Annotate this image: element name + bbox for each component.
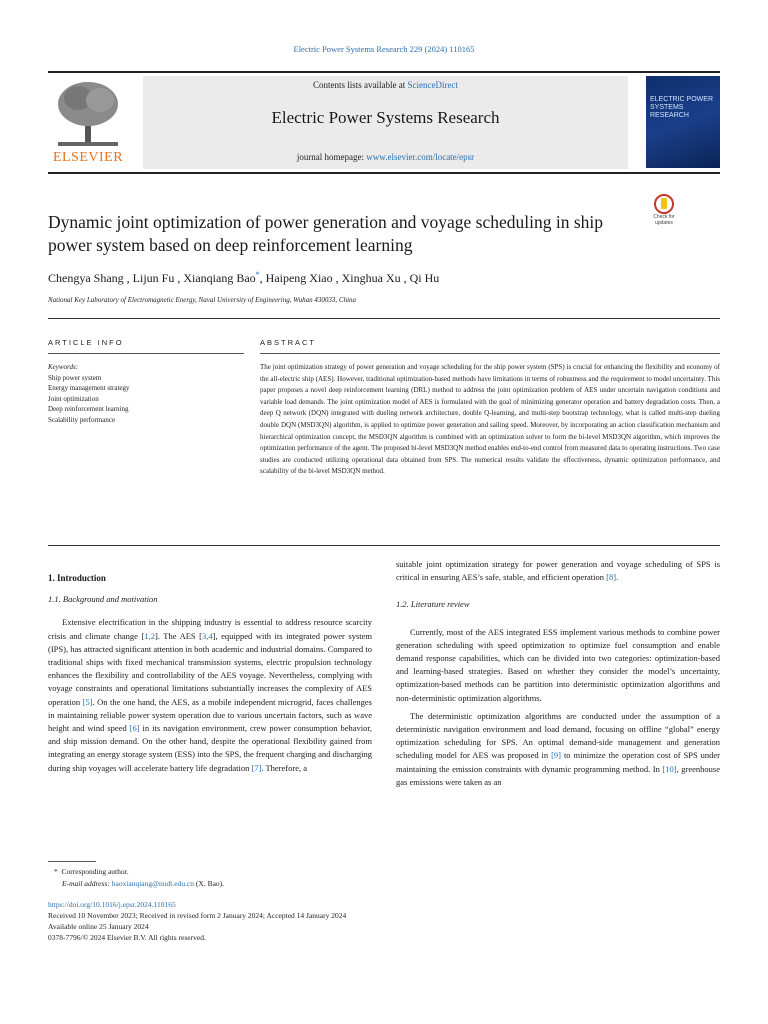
subsection-heading: 1.1. Background and motivation [48,594,158,605]
author-list [48,270,439,286]
journal-cover-image[interactable] [646,76,720,168]
keywords-label: Keywords: [48,363,79,371]
homepage-prefix: journal homepage: [296,152,367,162]
subsection-heading: 1.2. Literature review [396,599,470,610]
homepage-link[interactable]: www.elsevier.com/locate/epsr [366,152,475,162]
body-paragraph: suitable joint optimization strategy for power generation and voyage scheduling of SPS is critical in ensuring AES’s safe, stable, and efficient operation [8]. [396,559,720,583]
divider [48,545,720,546]
header-rule-top [48,71,720,73]
journal-homepage [143,152,628,162]
header-rule-bottom [48,172,720,174]
section-heading: 1. Introduction [48,573,106,583]
keyword-item: Joint optimization [48,394,99,403]
keyword-item: Energy management strategy [48,384,130,392]
footnote-rule [48,861,96,862]
authors-first: Chengya Shang , Lijun Fu , Xianqiang Bao [48,271,256,285]
journal-reference[interactable]: Electric Power Systems Research 229 (2024) 110165 [293,44,475,54]
copyright: 0378-7796/© 2024 Elsevier B.V. All rights reserved. [48,933,206,942]
divider [260,353,720,354]
body-paragraph: Currently, most of the AES integrated ESS implement various methods to combine power generation scheduling with speed optimization to optimize fuel consumption and enable demand response capabilities, which can be divided into two categories: optimization-based and learning-based strategies. Based on whether they consider the model’s uncertainty, optimization-based methods can be partition into deterministic optimization algorithms and non-deterministic optimization algorithms. [396,626,720,703]
keyword-item: Deep reinforcement learning [48,405,129,413]
keyword-item: Ship power system [48,373,102,382]
contents-line [143,80,628,90]
check-updates-label[interactable]: Check for updates [653,214,675,226]
body-paragraph: The deterministic optimization algorithms are conducted under the assumption of a deterministic navigation environment and load demand, focusing on offline “global” energy optimization scheduling for SPS. An optimal demand-side management and generation scheduling model for AES was proposed in [9] to minimize the operation cost of SPS under maintaining the emission constraints with dynamic programming method. In [10], greenhouse gas emissions were taken as an [396,710,720,787]
citation-link[interactable]: [7] [251,762,262,773]
citation-link[interactable]: [5] [82,696,93,707]
elsevier-wordmark: ELSEVIER [52,150,124,165]
corresponding-author-mark[interactable]: * [255,270,260,279]
citation-link[interactable]: 1,2 [144,630,155,641]
citation-link[interactable]: [6] [129,723,140,734]
journal-title: Electric Power Systems Research [271,108,500,127]
affiliation: National Key Laboratory of Electromagnetic Energy, Naval University of Engineering, Wuhan 430033, China [48,296,357,304]
sciencedirect-link[interactable]: ScienceDirect [407,80,458,90]
publication-info [48,899,346,943]
divider [48,318,720,319]
journal-cover-title: ELECTRIC POWER SYSTEMS RESEARCH [650,96,714,119]
keyword-item: Scalability performance [48,415,116,424]
available-online: Available online 25 January 2024 [48,922,149,931]
contents-prefix: Contents lists available at [313,80,408,90]
footnote [48,866,224,890]
citation-link[interactable]: [8] [606,572,617,583]
authors-rest: , Haipeng Xiao , Xinghua Xu , Qi Hu [259,271,440,285]
corresponding-note: * Corresponding author. [54,867,129,876]
body-left-column [48,572,372,775]
keywords-block [48,362,130,425]
citation-link[interactable]: [9] [551,750,562,761]
doi-link[interactable]: https://doi.org/10.1016/j.epsr.2024.110165 [48,900,176,909]
abstract-heading: ABSTRACT [260,338,317,347]
citation-link[interactable]: 3,4 [202,630,213,641]
body-right-column [396,558,720,789]
article-title: Dynamic joint optimization of power generation and voyage scheduling in ship power system based on deep reinforcement learning [48,212,604,255]
email-link[interactable]: baoxianqiang@nudt.edu.cn [111,879,195,888]
received-dates: Received 10 November 2023; Received in revised form 2 January 2024; Accepted 14 January 2024 [48,911,347,920]
divider [48,353,244,354]
article-info-heading: ARTICLE INFO [48,338,124,347]
body-paragraph: Extensive electrification in the shipping industry is essential to address resource scarcity crisis and climate change [1,2]. The AES [3,4], equipped with its integrated power system (IPS), has attracted significant attention in both academic and industrial domains. Compared to traditional ships with fixed mechanical transmission systems, electric propulsion technology enhances the flexibility and controllability of the AES voyage. Nevertheless, complying with voyage constraints and operational limitations substantially increases the complexity of AES operation [5]. On the one hand, the AES, as a mobile independent microgrid, faces challenges in maintaining reliable power system operation due to various uncertain factors, such as wave height and wind speed [6] in its navigation environment, crew power consumption behavior, and ship mission demand. On the other hand, despite the operational flexibility gained from integrating an energy storage system (ESS) into the SPS, the frequent charging and discharging during ship voyages will accelerate battery life degradation [7]. Therefore, a [48,617,372,773]
citation-link[interactable]: [10] [662,763,677,774]
abstract-text: The joint optimization strategy of power generation and voyage scheduling for the ship power system (SPS) is crucial for enhancing the flexibility and economy of the all-electric ship (AES). However, traditional optimization-based methods have limitations in terms of robustness and the requirement to model uncertainty. This paper proposes a novel deep reinforcement learning (DRL) method to address the joint optimization problem of AES under uncertain navigation conditions and variable load demands. The joint optimization model of AES is formulated with the goal of minimizing generator operation and battery degradation costs. Then, a deep Q network (DQN) integrated with dueling network architecture, double Q-learning, and multi-step bootstrap technology, what is called multi-step dueling double DQN (MSD3QN) algorithm, is applied to optimize power generation and sailing speed. Moreover, by incorporating an action classification mechanism and hierarchical optimization concept, the MSD3QN algorithm is combined with an optimization solver to form the bi-level MSD3QN algorithm, which improves the optimization performance of the agent. The proposed bi-level MSD3QN method enables end-to-end control from measured data to operating instructions. Two case studies are conducted utilizing operational data obtained from SPS. The numerical results validate the effectiveness, dynamic optimization performance, and scalability of the bi-level MSD3QN method. [260,363,720,476]
email-note: E-mail address: baoxianqiang@nudt.edu.cn (X. Bao). [62,879,225,888]
